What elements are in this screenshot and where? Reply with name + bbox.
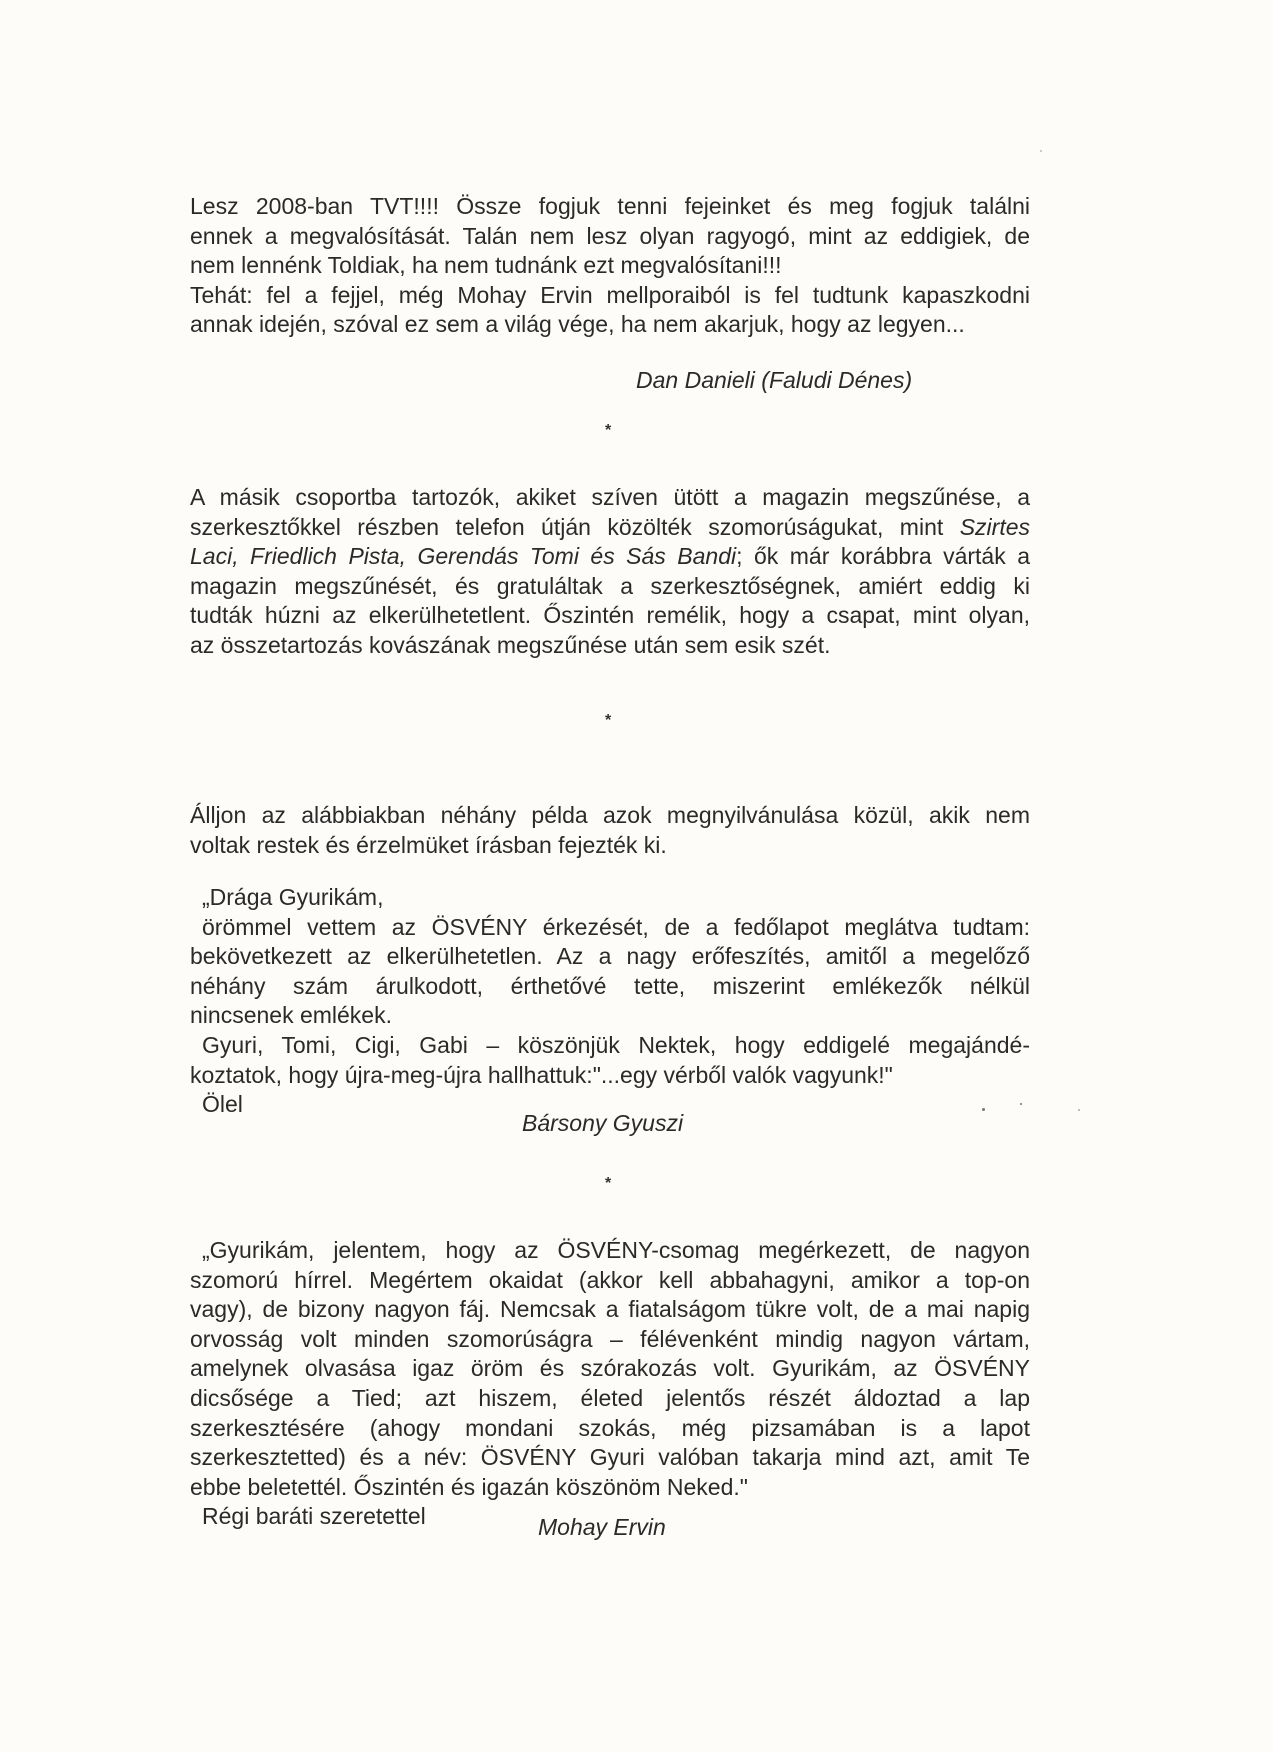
separator-star: * [605,1175,612,1192]
text-line: Tehát: fel a fejjel, még Mohay Ervin mellporaiból is fel tudtunk kapaszkodni [190,281,1030,308]
text-line: A másik csoportba tartozók, akiket szíven ütött a magazin megszűnése, a [190,484,1030,510]
italic-name: Szirtes [959,513,1030,540]
text-line: Ölel [202,1091,243,1118]
text-line: orvosság volt minden szomorúságra – félévenként mindig nagyon vártam, [190,1325,1030,1352]
text-line: magazin megszűnését, és gratuláltak a szerkesztőségnek, amiért eddig ki [190,572,1030,599]
paragraph-alljon [190,801,1030,860]
text-line: vagy), de bizony nagyon fáj. Nemcsak a fiatalságom tükre volt, de a mai napig [190,1296,1030,1323]
scan-speck [982,1108,985,1111]
text-line: dicsősége a Tied; azt hiszem, életed jelentős részét áldoztad a lap [190,1384,1030,1411]
text-line: szerkesztésére (ahogy mondani szokás, még pizsamában is a lapot [190,1414,1030,1441]
text-line: ennek a megvalósítását. Talán nem lesz olyan ragyogó, mint az eddigiek, de [190,222,1030,249]
text-line: voltak restek és érzelmüket írásban fejezték ki. [190,831,667,858]
text-span: szerkesztőkkel részben telefon útján közölték szomorúságukat, mint [190,513,960,540]
letter-mohay [190,1236,1030,1532]
text-line: annak idején, szóval ez sem a világ vége, ha nem akarjuk, hogy az legyen... [190,311,965,338]
signature-barsony-gyuszi: Bársony Gyuszi [522,1110,684,1136]
separator-star: * [605,712,612,729]
text-line: Régi baráti szeretettel [202,1503,426,1530]
text-span: ; ők már korábbra várták a [736,543,1030,570]
separator-star: * [605,422,612,439]
scan-speck [1040,150,1042,152]
text-line: Lesz 2008-ban TVT!!!! Össze fogjuk tenni fejeinket és meg fogjuk találni [190,193,1030,219]
text-line: néhány szám árulkodott, érthetővé tette, miszerint emlékezők nélkül [190,972,1030,999]
text-line: nem lennénk Toldiak, ha nem tudnánk ezt megvalósítani!!! [190,252,782,279]
text-line: szerkesztetted) és a név: ÖSVÉNY Gyuri valóban takarja mind azt, amit Te [190,1444,1030,1471]
scan-speck [1020,1103,1022,1105]
text-line [190,513,1030,543]
signature-mohay-ervin: Mohay Ervin [538,1514,666,1540]
text-line: Gyuri, Tomi, Cigi, Gabi – köszönjük Nektek, hogy eddigelé megajándé- [202,1031,1030,1058]
text-line: ebbe beletettél. Őszintén és igazán köszönöm Neked." [190,1473,748,1500]
signature-dan-danieli: Dan Danieli (Faludi Dénes) [636,367,913,393]
text-line: bekövetkezett az elkerülhetetlen. Az a nagy erőfeszítés, amitől a megelőző [190,943,1030,970]
paragraph-masik-csoport [190,483,1030,661]
text-line: szomorú hírrel. Megértem okaidat (akkor kell abbahagyni, amikor a top-on [190,1266,1030,1293]
letter-barsony [190,883,1030,1120]
paragraph-tvt [190,192,1030,340]
text-line: örömmel vettem az ÖSVÉNY érkezését, de a fedőlapot meglátva tudtam: [202,913,1030,940]
text-line: nincsenek emlékek. [190,1002,392,1029]
italic-names: Laci, Friedlich Pista, Gerendás Tomi és Sás Bandi [190,543,737,570]
text-line: az összetartozás kovászának megszűnése után sem esik szét. [190,631,831,658]
text-line: Álljon az alábbiakban néhány példa azok megnyilvánulása közül, akik nem [190,802,1030,828]
text-line: „Drága Gyurikám, [202,884,384,910]
text-line: amelynek olvasása igaz öröm és szórakozás volt. Gyurikám, az ÖSVÉNY [190,1355,1030,1382]
text-line: koztatok, hogy újra-meg-újra hallhattuk:"...egy vérből valók vagyunk!" [190,1061,893,1088]
text-line [190,542,1030,572]
text-line: tudták húzni az elkerülhetetlent. Őszintén remélik, hogy a csapat, mint olyan, [190,602,1030,629]
text-line: „Gyurikám, jelentem, hogy az ÖSVÉNY-csomag megérkezett, de nagyon [202,1237,1030,1263]
scan-speck [1078,1109,1080,1111]
